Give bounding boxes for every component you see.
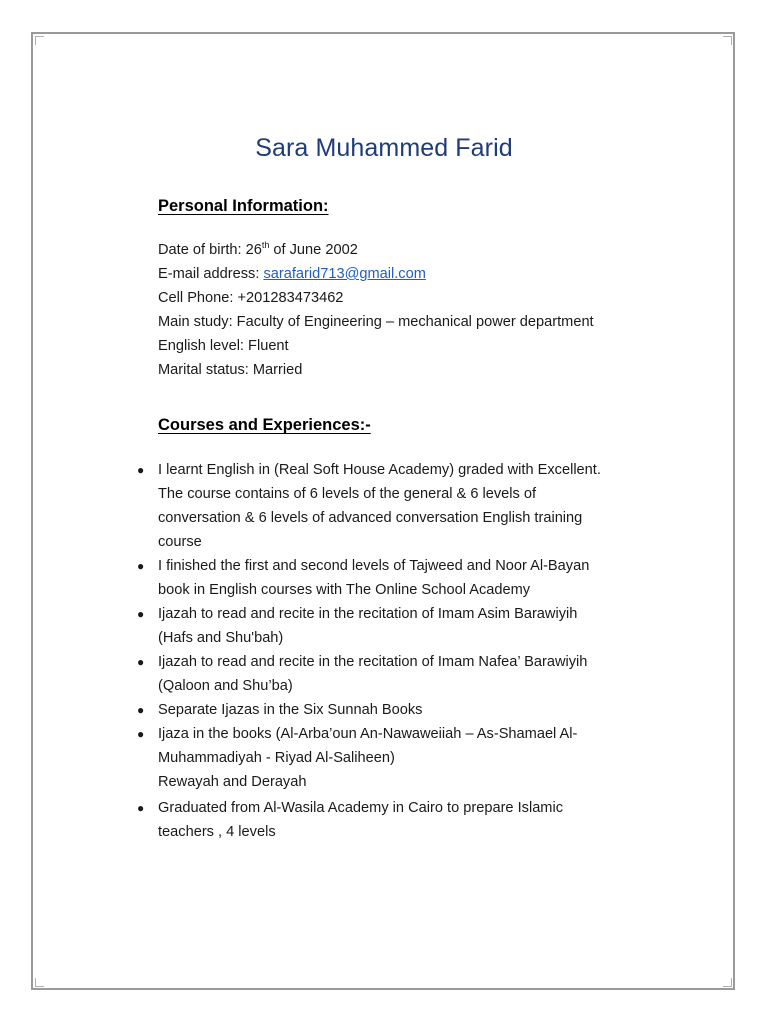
course-text-line: teachers , 4 levels [158,824,276,840]
bullet-icon: ● [137,727,145,741]
course-text-line: conversation & 6 levels of advanced conversation English training [158,510,583,526]
english-level-row: English level: Fluent [158,338,289,354]
course-list-item [137,796,658,844]
personal-info-heading: Personal Information: [158,197,329,215]
corner-mark-top-left [35,36,44,45]
course-text-line: Ijazah to read and recite in the recitation of Imam Asim Barawiyih [158,606,578,622]
dob-prefix: Date of birth: 26 [158,242,262,258]
course-list-item [137,554,658,602]
course-text-line: I finished the first and second levels of Tajweed and Noor Al-Bayan [158,558,590,574]
bullet-icon: ● [137,801,145,815]
course-text-line: (Qaloon and Shu’ba) [158,678,293,694]
course-list-item [137,458,658,554]
bullet-icon: ● [137,703,145,717]
bullet-icon: ● [137,655,145,669]
phone-row: Cell Phone: +201283473462 [158,290,344,306]
email-link[interactable]: sarafarid713@gmail.com [263,266,426,282]
courses-list [137,458,658,844]
course-text-line: book in English courses with The Online School Academy [158,582,531,598]
course-text-line: Graduated from Al-Wasila Academy in Cairo to prepare Islamic [158,800,564,816]
course-list-item [137,602,658,650]
corner-mark-bottom-left [35,978,44,987]
bullet-icon: ● [137,559,145,573]
course-text-line: The course contains of 6 levels of the general & 6 levels of [158,486,537,502]
bullet-icon: ● [137,463,145,477]
course-list-item [137,698,658,722]
course-text-line: (Hafs and Shu'bah) [158,630,284,646]
course-text-line: I learnt English in (Real Soft House Academy) graded with Excellent. [158,462,601,478]
dob-row [158,238,678,262]
corner-mark-bottom-right [723,978,732,987]
bullet-icon: ● [137,607,145,621]
corner-mark-top-right [723,36,732,45]
resume-name-title: Sara Muhammed Farid [255,134,513,162]
course-text-line: Rewayah and Derayah [158,774,307,790]
personal-info-block [158,238,678,382]
email-label: E-mail address: [158,266,264,282]
course-text-line: course [158,534,202,550]
dob-suffix: of June 2002 [269,242,358,258]
marital-status-row: Marital status: Married [158,362,303,378]
courses-heading: Courses and Experiences:- [158,416,371,434]
course-text-line: Separate Ijazas in the Six Sunnah Books [158,702,423,718]
course-text-line: Ijaza in the books (Al-Arba’oun An-Nawaweiiah – As-Shamael Al- [158,726,578,742]
dob-superscript: th [261,240,270,250]
email-row [158,262,678,286]
course-text-line: Ijazah to read and recite in the recitation of Imam Nafea’ Barawiyih [158,654,588,670]
course-text-line: Muhammadiyah - Riyad Al-Saliheen) [158,750,395,766]
course-list-item [137,722,658,794]
course-list-item [137,650,658,698]
study-row: Main study: Faculty of Engineering – mechanical power department [158,314,594,330]
